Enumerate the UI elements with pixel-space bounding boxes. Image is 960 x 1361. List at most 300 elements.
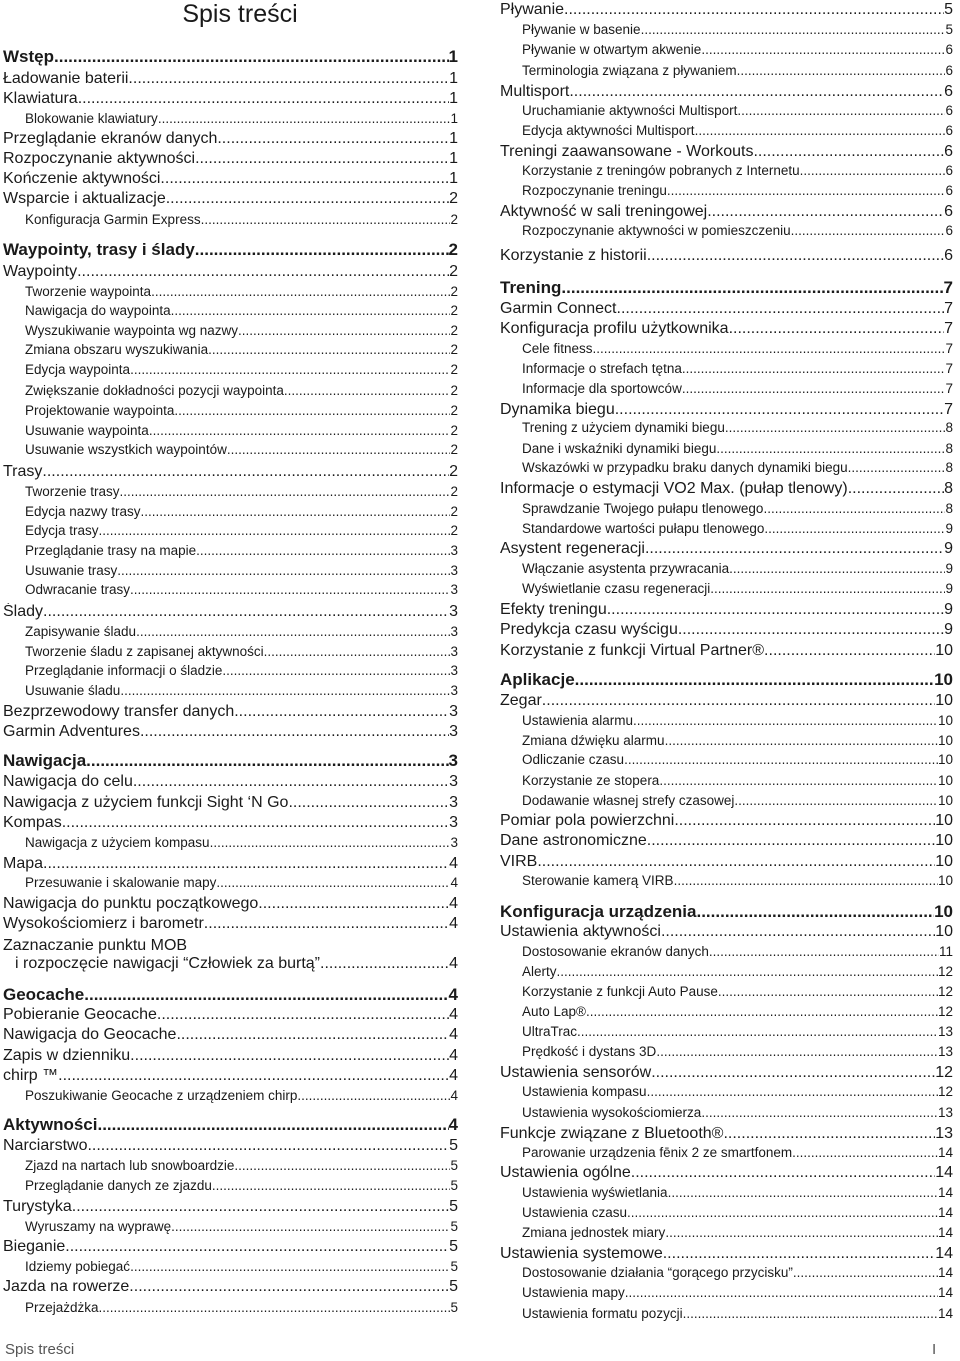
- toc-entry-title: Waypointy: [3, 263, 78, 280]
- toc-page-number: 4: [449, 1006, 458, 1023]
- toc-entry[interactable]: [3, 323, 458, 341]
- toc-page-number: 3: [450, 624, 458, 639]
- toc-entry[interactable]: [500, 812, 953, 832]
- toc-leader-dots: [668, 1185, 938, 1200]
- toc-entry[interactable]: [500, 247, 953, 267]
- toc-entry[interactable]: [3, 644, 458, 662]
- toc-leader-dots: [569, 83, 944, 101]
- toc-leader-dots: [678, 621, 944, 639]
- toc-entry-title: Funkcje związane z Bluetooth®: [500, 1125, 724, 1142]
- page-title: Spis treści: [182, 0, 298, 28]
- toc-entry[interactable]: [3, 1219, 458, 1237]
- toc-entry[interactable]: [500, 223, 953, 241]
- toc-entry[interactable]: [3, 603, 458, 623]
- toc-leader-dots: [723, 1125, 935, 1143]
- toc-entry[interactable]: [3, 90, 458, 110]
- toc-entry[interactable]: [3, 362, 458, 380]
- toc-page-number: 3: [449, 773, 458, 790]
- toc-leader-dots: [848, 480, 944, 498]
- toc-leader-dots: [647, 1084, 938, 1099]
- toc-entry-title: Jazda na rowerze: [3, 1278, 130, 1295]
- toc-entry[interactable]: [500, 670, 953, 694]
- toc-entry[interactable]: [3, 1259, 458, 1277]
- toc-entry[interactable]: [500, 22, 953, 40]
- toc-entry[interactable]: [3, 423, 458, 441]
- toc-entry[interactable]: [500, 561, 953, 579]
- toc-entry-title: Edycja aktywności Multisport: [522, 123, 695, 138]
- toc-page-number: 3: [449, 794, 458, 811]
- toc-entry-title: Sprawdzanie Twojego pułapu tlenowego: [522, 501, 764, 516]
- toc-entry[interactable]: [500, 1285, 953, 1303]
- toc-entry[interactable]: [500, 521, 953, 539]
- toc-entry[interactable]: [500, 1245, 953, 1265]
- toc-entry-title: Uruchamianie aktywności Multisport: [522, 103, 738, 118]
- toc-page-number: 8: [945, 501, 953, 516]
- toc-entry-title: Dostosowanie ekranów danych: [522, 944, 709, 959]
- toc-entry-title: Tworzenie trasy: [25, 484, 120, 499]
- toc-page-number: 4: [449, 855, 458, 872]
- toc-entry-title: Poszukiwanie Geocache z urządzeniem chirp: [25, 1088, 298, 1103]
- toc-entry-title: Nawigacja do waypointa: [25, 303, 171, 318]
- toc-entry-title: Zwiększanie dokładności pozycji waypointa: [25, 383, 284, 398]
- toc-entry[interactable]: [500, 713, 953, 731]
- toc-page-number: 4: [449, 1026, 458, 1043]
- toc-page-number: 6: [944, 203, 953, 220]
- toc-entry-title: Trening z użyciem dynamiki biegu: [522, 420, 725, 435]
- toc-leader-dots: [707, 203, 944, 221]
- toc-entry-title: Dynamika biegu: [500, 401, 615, 418]
- toc-leader-dots: [641, 22, 946, 37]
- toc-leader-dots: [793, 1265, 938, 1280]
- toc-page-number: 6: [944, 83, 953, 100]
- toc-entry[interactable]: [3, 895, 458, 915]
- toc-entry[interactable]: [500, 1064, 953, 1084]
- toc-entry[interactable]: [500, 1, 953, 21]
- toc-leader-dots: [99, 1300, 451, 1315]
- toc-page-number: 5: [450, 1219, 458, 1234]
- toc-entry[interactable]: [3, 1158, 458, 1176]
- toc-entry[interactable]: [500, 123, 953, 141]
- toc-page-number: 14: [935, 1164, 953, 1181]
- toc-leader-dots: [130, 1047, 449, 1065]
- toc-entry[interactable]: [3, 240, 458, 264]
- toc-entry-title: Pomiar pola powierzchni: [500, 812, 675, 829]
- toc-entry[interactable]: [3, 484, 458, 502]
- toc-page-number: 3: [449, 723, 458, 740]
- toc-page-number: 2: [450, 383, 458, 398]
- toc-entry[interactable]: [3, 284, 458, 302]
- toc-entry[interactable]: [3, 403, 458, 421]
- toc-leader-dots: [710, 581, 945, 596]
- toc-entry[interactable]: [3, 915, 458, 935]
- toc-page-number: 7: [945, 361, 953, 376]
- toc-page-number: 4: [449, 895, 458, 912]
- toc-entry[interactable]: [3, 624, 458, 642]
- toc-page-number: 2: [450, 342, 458, 357]
- toc-leader-dots: [120, 683, 450, 698]
- toc-entry[interactable]: [500, 944, 953, 962]
- toc-entry[interactable]: [3, 504, 458, 522]
- toc-leader-dots: [764, 521, 945, 536]
- toc-entry[interactable]: [500, 381, 953, 399]
- toc-entry[interactable]: [500, 480, 953, 500]
- toc-leader-dots: [222, 663, 450, 678]
- toc-leader-dots: [208, 342, 450, 357]
- toc-leader-dots: [264, 644, 451, 659]
- toc-entry[interactable]: [3, 955, 458, 975]
- toc-entry[interactable]: [500, 203, 953, 223]
- toc-leader-dots: [133, 773, 449, 791]
- toc-entry[interactable]: [3, 303, 458, 321]
- toc-entry[interactable]: [500, 733, 953, 751]
- toc-entry[interactable]: [3, 70, 458, 90]
- toc-page-number: 14: [937, 1285, 953, 1300]
- toc-entry[interactable]: [500, 793, 953, 811]
- toc-page-number: 9: [944, 621, 953, 638]
- toc-page-number: 10: [937, 752, 953, 767]
- toc-entry[interactable]: [3, 1178, 458, 1196]
- toc-page-number: 14: [937, 1145, 953, 1160]
- toc-leader-dots: [633, 713, 938, 728]
- toc-leader-dots: [129, 1278, 449, 1296]
- toc-leader-dots: [151, 284, 450, 299]
- toc-entry[interactable]: [3, 263, 458, 283]
- toc-entry[interactable]: [3, 111, 458, 129]
- toc-entry[interactable]: [500, 853, 953, 873]
- toc-entry-title: Klawiatura: [3, 90, 78, 107]
- toc-page-number: 9: [944, 601, 953, 618]
- toc-leader-dots: [537, 853, 935, 871]
- toc-entry-title: Korzystanie z historii: [500, 247, 647, 264]
- toc-entry[interactable]: [3, 130, 458, 150]
- toc-leader-dots: [128, 70, 449, 88]
- toc-leader-dots: [627, 1205, 938, 1220]
- toc-leader-dots: [62, 814, 449, 832]
- toc-entry-title: Blokowanie klawiatury: [25, 111, 158, 126]
- toc-entry[interactable]: [500, 501, 953, 519]
- toc-entry[interactable]: [500, 420, 953, 438]
- toc-leader-dots: [645, 540, 944, 558]
- toc-leader-dots: [725, 420, 946, 435]
- toc-entry-title: Cele fitness: [522, 341, 593, 356]
- toc-entry[interactable]: [3, 1300, 458, 1318]
- toc-page-number: 3: [450, 835, 458, 850]
- toc-entry-title: Bezprzewodowy transfer danych: [3, 703, 235, 720]
- toc-entry[interactable]: [500, 1105, 953, 1123]
- toc-entry-title: Ustawienia aktywności: [500, 923, 661, 940]
- toc-entry[interactable]: [500, 183, 953, 201]
- toc-leader-dots: [78, 90, 449, 108]
- toc-entry-title: Ustawienia alarmu: [522, 713, 634, 728]
- toc-leader-dots: [149, 423, 451, 438]
- toc-entry[interactable]: [3, 875, 458, 893]
- toc-leader-dots: [227, 442, 451, 457]
- toc-entry[interactable]: [500, 1004, 953, 1022]
- toc-entry[interactable]: [3, 383, 458, 401]
- toc-page-number: 2: [450, 504, 458, 519]
- toc-leader-dots: [130, 362, 450, 377]
- toc-entry[interactable]: [3, 1026, 458, 1046]
- toc-entry-title: Tworzenie śladu z zapisanej aktywności: [25, 644, 264, 659]
- toc-leader-dots: [195, 150, 449, 168]
- toc-entry[interactable]: [500, 540, 953, 560]
- toc-entry[interactable]: [500, 1084, 953, 1102]
- toc-entry-title: Bieganie: [3, 1238, 66, 1255]
- toc-entry[interactable]: [500, 278, 953, 302]
- toc-entry[interactable]: [500, 361, 953, 379]
- toc-entry[interactable]: [500, 1024, 953, 1042]
- toc-entry-title: Konfiguracja Garmin Express: [25, 212, 201, 227]
- toc-page-number: 3: [450, 663, 458, 678]
- toc-leader-dots: [792, 1145, 938, 1160]
- toc-leader-dots: [77, 263, 449, 281]
- toc-entry-title: Predykcja czasu wyścigu: [500, 621, 678, 638]
- toc-entry[interactable]: [500, 441, 953, 459]
- toc-leader-dots: [140, 723, 449, 741]
- toc-entry[interactable]: [3, 543, 458, 561]
- toc-leader-dots: [120, 484, 451, 499]
- toc-leader-dots: [695, 123, 946, 138]
- toc-leader-dots: [665, 733, 938, 748]
- toc-page-number: 6: [945, 42, 953, 57]
- toc-entry-title: Narciarstwo: [3, 1137, 88, 1154]
- toc-entry-title: Ślady: [3, 603, 44, 620]
- toc-entry[interactable]: [500, 300, 953, 320]
- toc-entry[interactable]: [500, 1265, 953, 1283]
- toc-entry[interactable]: [500, 320, 953, 340]
- toc-entry[interactable]: [3, 814, 458, 834]
- toc-entry[interactable]: [3, 855, 458, 875]
- toc-entry-title: Korzystanie z funkcji Auto Pause: [522, 984, 718, 999]
- toc-page-number: 10: [937, 733, 953, 748]
- toc-entry[interactable]: [500, 773, 953, 791]
- toc-leader-dots: [42, 463, 449, 481]
- toc-entry-title: Trasy: [3, 463, 43, 480]
- toc-leader-dots: [288, 794, 449, 812]
- toc-entry-title: Ustawienia systemowe: [500, 1245, 663, 1262]
- toc-entry[interactable]: [3, 190, 458, 210]
- toc-page-number: 7: [945, 341, 953, 356]
- toc-entry-title: Ładowanie baterii: [3, 70, 129, 87]
- toc-entry[interactable]: [500, 341, 953, 359]
- toc-entry[interactable]: [500, 1044, 953, 1062]
- toc-entry-title: Turystyka: [3, 1198, 72, 1215]
- toc-entry[interactable]: [500, 1185, 953, 1203]
- toc-page-number: 12: [935, 1064, 953, 1081]
- toc-entry-title: Nawigacja do celu: [3, 773, 133, 790]
- toc-entry-title: Zapis w dzienniku: [3, 1047, 131, 1064]
- toc-page-number: 5: [450, 1178, 458, 1193]
- toc-entry[interactable]: [500, 873, 953, 891]
- toc-entry-title: Terminologia związana z pływaniem: [522, 63, 737, 78]
- toc-entry[interactable]: [3, 1198, 458, 1218]
- toc-page-number: 5: [449, 1198, 458, 1215]
- toc-leader-dots: [130, 582, 450, 597]
- toc-page-number: 10: [935, 642, 953, 659]
- toc-entry[interactable]: [500, 692, 953, 712]
- toc-leader-dots: [617, 300, 945, 318]
- toc-page-number: 13: [937, 1105, 953, 1120]
- toc-entry[interactable]: [500, 1306, 953, 1324]
- toc-leader-dots: [674, 812, 935, 830]
- toc-leader-dots: [58, 1067, 449, 1085]
- toc-entry[interactable]: [3, 150, 458, 170]
- toc-entry[interactable]: [500, 601, 953, 621]
- toc-entry[interactable]: [3, 442, 458, 460]
- toc-leader-dots: [216, 875, 450, 890]
- toc-entry[interactable]: [500, 832, 953, 852]
- toc-entry[interactable]: [3, 1067, 458, 1087]
- toc-entry[interactable]: [3, 342, 458, 360]
- toc-entry-title: Informacje o estymacji VO2 Max. (pułap tlenowy): [500, 480, 848, 497]
- toc-entry[interactable]: [3, 683, 458, 701]
- toc-entry[interactable]: [3, 523, 458, 541]
- toc-entry[interactable]: [3, 563, 458, 581]
- toc-leader-dots: [561, 278, 943, 298]
- toc-page-number: 7: [945, 381, 953, 396]
- toc-entry-title: Zaznaczanie punktu MOB: [3, 937, 188, 954]
- toc-entry-title: Odliczanie czasu: [522, 752, 625, 767]
- toc-entry[interactable]: [3, 794, 458, 814]
- toc-page-number: 5: [944, 1, 953, 18]
- toc-leader-dots: [564, 1, 944, 19]
- toc-entry-title: Multisport: [500, 83, 570, 100]
- toc-entry-title: Aktywność w sali treningowej: [500, 203, 708, 220]
- toc-entry[interactable]: [3, 1137, 458, 1157]
- toc-entry-title: Rozpoczynanie aktywności w pomieszczeniu: [522, 223, 791, 238]
- toc-entry-title: Nawigacja z użyciem funkcji Sight ‘N Go: [3, 794, 289, 811]
- toc-entry-title: Dane i wskaźniki dynamiki biegu: [522, 441, 717, 456]
- toc-page-number: 2: [449, 263, 458, 280]
- toc-entry-title: Kompas: [3, 814, 62, 831]
- toc-entry-title: Zmiana obszaru wyszukiwania: [25, 342, 209, 357]
- toc-entry[interactable]: [3, 463, 458, 483]
- toc-entry-title: Nawigacja do punktu początkowego: [3, 895, 259, 912]
- toc-leader-dots: [656, 1044, 938, 1059]
- toc-entry[interactable]: [3, 723, 458, 743]
- toc-entry-title: UltraTrac: [522, 1024, 578, 1039]
- toc-page-number: 6: [944, 247, 953, 264]
- toc-entry[interactable]: [3, 1047, 458, 1067]
- toc-entry[interactable]: [500, 83, 953, 103]
- toc-page-number: 3: [450, 644, 458, 659]
- toc-entry[interactable]: [500, 984, 953, 1002]
- toc-leader-dots: [136, 624, 450, 639]
- toc-entry[interactable]: [3, 1088, 458, 1106]
- toc-leader-dots: [212, 1178, 451, 1193]
- toc-leader-dots: [716, 441, 945, 456]
- toc-leader-dots: [158, 111, 451, 126]
- toc-entry[interactable]: [500, 621, 953, 641]
- toc-entry[interactable]: [500, 163, 953, 181]
- toc-entry[interactable]: [500, 103, 953, 121]
- toc-entry[interactable]: [500, 1164, 953, 1184]
- toc-entry[interactable]: [3, 1115, 458, 1139]
- toc-page-number: 6: [945, 103, 953, 118]
- toc-entry-title: i rozpoczęcie nawigacji “Człowiek za burtą”: [15, 955, 321, 972]
- toc-entry[interactable]: [3, 47, 458, 71]
- toc-entry[interactable]: [500, 1125, 953, 1145]
- toc-page-number: 12: [937, 1084, 953, 1099]
- toc-entry-title: Odwracanie trasy: [25, 582, 131, 597]
- toc-entry-title: Wyruszamy na wyprawę: [25, 1219, 172, 1234]
- toc-entry[interactable]: [500, 1205, 953, 1223]
- toc-entry[interactable]: [3, 751, 458, 775]
- toc-page-number: 3: [448, 751, 458, 770]
- toc-page-number: 3: [450, 582, 458, 597]
- toc-page-number: 6: [945, 123, 953, 138]
- toc-leader-dots: [65, 1238, 449, 1256]
- toc-leader-dots: [157, 1006, 449, 1024]
- toc-entry[interactable]: [500, 42, 953, 60]
- toc-leader-dots: [791, 223, 946, 238]
- toc-leader-dots: [800, 163, 946, 178]
- toc-entry[interactable]: [500, 923, 953, 943]
- toc-page-number: 10: [937, 873, 953, 888]
- toc-entry[interactable]: [3, 582, 458, 600]
- toc-entry-title: Rozpoczynanie treningu: [522, 183, 667, 198]
- toc-leader-dots: [734, 793, 938, 808]
- toc-page-number: 2: [450, 523, 458, 538]
- toc-entry-title: Ustawienia wysokościomierza: [522, 1105, 702, 1120]
- toc-entry[interactable]: [3, 663, 458, 681]
- toc-entry-title: Edycja trasy: [25, 523, 99, 538]
- toc-entry-title: Wskazówki w przypadku braku danych dynamiki biegu: [522, 460, 848, 475]
- toc-leader-dots: [160, 170, 449, 188]
- toc-page-number: 4: [449, 955, 458, 972]
- toc-entry-title: Aplikacje: [500, 670, 575, 689]
- toc-entry[interactable]: [3, 937, 458, 957]
- toc-page-number: 2: [450, 303, 458, 318]
- toc-leader-dots: [195, 240, 449, 260]
- toc-entry[interactable]: [500, 642, 953, 662]
- toc-page-number: 4: [449, 1067, 458, 1084]
- toc-leader-dots: [709, 944, 939, 959]
- toc-entry[interactable]: [3, 773, 458, 793]
- toc-page-number: 6: [945, 63, 953, 78]
- toc-leader-dots: [663, 1245, 935, 1263]
- toc-entry[interactable]: [3, 1238, 458, 1258]
- toc-entry[interactable]: [500, 143, 953, 163]
- toc-entry-title: Ustawienia kompasu: [522, 1084, 647, 1099]
- toc-entry[interactable]: [500, 581, 953, 599]
- toc-entry-title: Konfiguracja profilu użytkownika: [500, 320, 729, 337]
- toc-entry[interactable]: [500, 1145, 953, 1163]
- toc-entry-title: Mapa: [3, 855, 44, 872]
- toc-entry[interactable]: [3, 212, 458, 230]
- toc-page-number: 2: [450, 403, 458, 418]
- toc-entry-title: Przesuwanie i skalowanie mapy: [25, 875, 217, 890]
- toc-entry[interactable]: [3, 1006, 458, 1026]
- toc-entry[interactable]: [500, 460, 953, 478]
- toc-entry[interactable]: [500, 1225, 953, 1243]
- toc-entry[interactable]: [3, 835, 458, 853]
- toc-page-number: 12: [937, 964, 953, 979]
- toc-entry-title: Ustawienia wyświetlania: [522, 1185, 668, 1200]
- toc-entry-title: Garmin Connect: [500, 300, 617, 317]
- toc-page-number: 1: [449, 130, 458, 147]
- toc-entry[interactable]: [3, 703, 458, 723]
- toc-entry[interactable]: [500, 401, 953, 421]
- toc-entry[interactable]: [3, 170, 458, 190]
- toc-entry[interactable]: [3, 1278, 458, 1298]
- toc-entry[interactable]: [500, 752, 953, 770]
- toc-entry[interactable]: [500, 63, 953, 81]
- toc-leader-dots: [196, 543, 450, 558]
- toc-leader-dots: [737, 103, 945, 118]
- toc-entry[interactable]: [500, 964, 953, 982]
- toc-page-number: 8: [945, 420, 953, 435]
